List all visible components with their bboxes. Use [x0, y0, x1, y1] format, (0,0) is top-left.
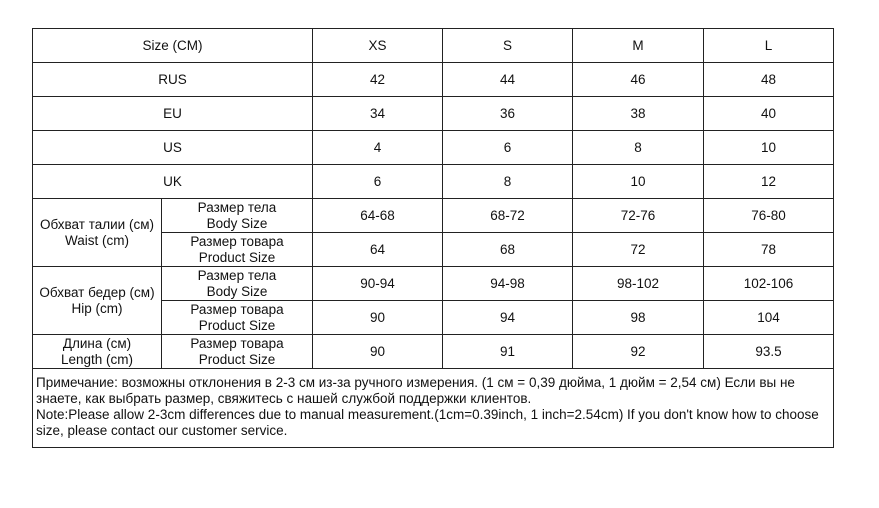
table-cell: 8 — [573, 131, 704, 165]
row-label: UK — [33, 165, 313, 199]
table-cell: 38 — [573, 97, 704, 131]
table-cell: 78 — [704, 233, 834, 267]
note-cell — [33, 369, 834, 448]
size-chart-table — [32, 28, 834, 448]
length-label — [33, 335, 162, 369]
table-cell: 102-106 — [704, 267, 834, 301]
table-cell: 6 — [313, 165, 443, 199]
table-cell: 34 — [313, 97, 443, 131]
header-row — [33, 29, 834, 63]
table-cell: 64 — [313, 233, 443, 267]
table-cell: 68-72 — [443, 199, 573, 233]
product-size-label-en: Product Size — [198, 351, 276, 367]
waist-label-en: Waist (cm) — [65, 232, 129, 248]
size-header-label: Size (CM) — [33, 29, 313, 63]
table-cell: 12 — [704, 165, 834, 199]
product-size-label — [162, 335, 313, 369]
hip-label — [33, 267, 162, 335]
waist-label-ru: Обхват талии (см) — [40, 216, 154, 232]
body-size-label — [162, 199, 313, 233]
table-cell: 90 — [313, 301, 443, 335]
table-cell: 94-98 — [443, 267, 573, 301]
size-header-m: M — [573, 29, 704, 63]
table-row-length-product — [33, 335, 834, 369]
table-cell: 93.5 — [704, 335, 834, 369]
table-cell: 48 — [704, 63, 834, 97]
table-cell: 94 — [443, 301, 573, 335]
table-cell: 90 — [313, 335, 443, 369]
table-row-waist-body — [33, 199, 834, 233]
size-header-l: L — [704, 29, 834, 63]
table-cell: 91 — [443, 335, 573, 369]
note-text-en: Note:Please allow 2-3cm differences due to manual measurement.(1cm=0.39inch, 1 inch=2.54cm) If you don't know how to choose size, please contact our customer service. — [36, 407, 819, 438]
table-cell: 68 — [443, 233, 573, 267]
product-size-label-ru: Размер товара — [190, 301, 284, 317]
product-size-label-en: Product Size — [198, 317, 276, 333]
table-cell: 40 — [704, 97, 834, 131]
table-row-rus — [33, 63, 834, 97]
table-cell: 8 — [443, 165, 573, 199]
table-cell: 72 — [573, 233, 704, 267]
table-cell: 104 — [704, 301, 834, 335]
table-cell: 10 — [573, 165, 704, 199]
product-size-label — [162, 233, 313, 267]
size-header-s: S — [443, 29, 573, 63]
table-cell: 44 — [443, 63, 573, 97]
table-cell: 90-94 — [313, 267, 443, 301]
note-text-ru: Примечание: возможны отклонения в 2-3 см из-за ручного измерения. (1 см = 0,39 дюйма, 1 дюйм = 2,54 см) Если вы не знаете, как выбрать размер, свяжитесь с нашей службой поддержки клиентов. — [36, 375, 795, 406]
table-row-us — [33, 131, 834, 165]
waist-label — [33, 199, 162, 267]
body-size-label-en: Body Size — [206, 283, 268, 299]
table-cell: 64-68 — [313, 199, 443, 233]
row-label: EU — [33, 97, 313, 131]
row-label: US — [33, 131, 313, 165]
body-size-label-ru: Размер тела — [197, 199, 277, 215]
length-label-en: Length (cm) — [60, 351, 134, 367]
table-cell: 10 — [704, 131, 834, 165]
hip-label-ru: Обхват бедер (см) — [39, 284, 155, 300]
table-cell: 46 — [573, 63, 704, 97]
table-cell: 76-80 — [704, 199, 834, 233]
table-cell: 98 — [573, 301, 704, 335]
size-header-xs: XS — [313, 29, 443, 63]
note-row — [33, 369, 834, 448]
table-cell: 98-102 — [573, 267, 704, 301]
table-row-eu — [33, 97, 834, 131]
hip-label-en: Hip (cm) — [71, 300, 123, 316]
product-size-label — [162, 301, 313, 335]
body-size-label-ru: Размер тела — [197, 267, 277, 283]
table-cell: 36 — [443, 97, 573, 131]
table-cell: 92 — [573, 335, 704, 369]
table-row-hip-body — [33, 267, 834, 301]
product-size-label-en: Product Size — [198, 249, 276, 265]
table-cell: 6 — [443, 131, 573, 165]
length-label-ru: Длина (см) — [62, 335, 132, 351]
row-label: RUS — [33, 63, 313, 97]
table-row-uk — [33, 165, 834, 199]
body-size-label — [162, 267, 313, 301]
product-size-label-ru: Размер товара — [190, 233, 284, 249]
product-size-label-ru: Размер товара — [190, 335, 284, 351]
body-size-label-en: Body Size — [206, 215, 268, 231]
table-cell: 42 — [313, 63, 443, 97]
table-cell: 72-76 — [573, 199, 704, 233]
table-cell: 4 — [313, 131, 443, 165]
